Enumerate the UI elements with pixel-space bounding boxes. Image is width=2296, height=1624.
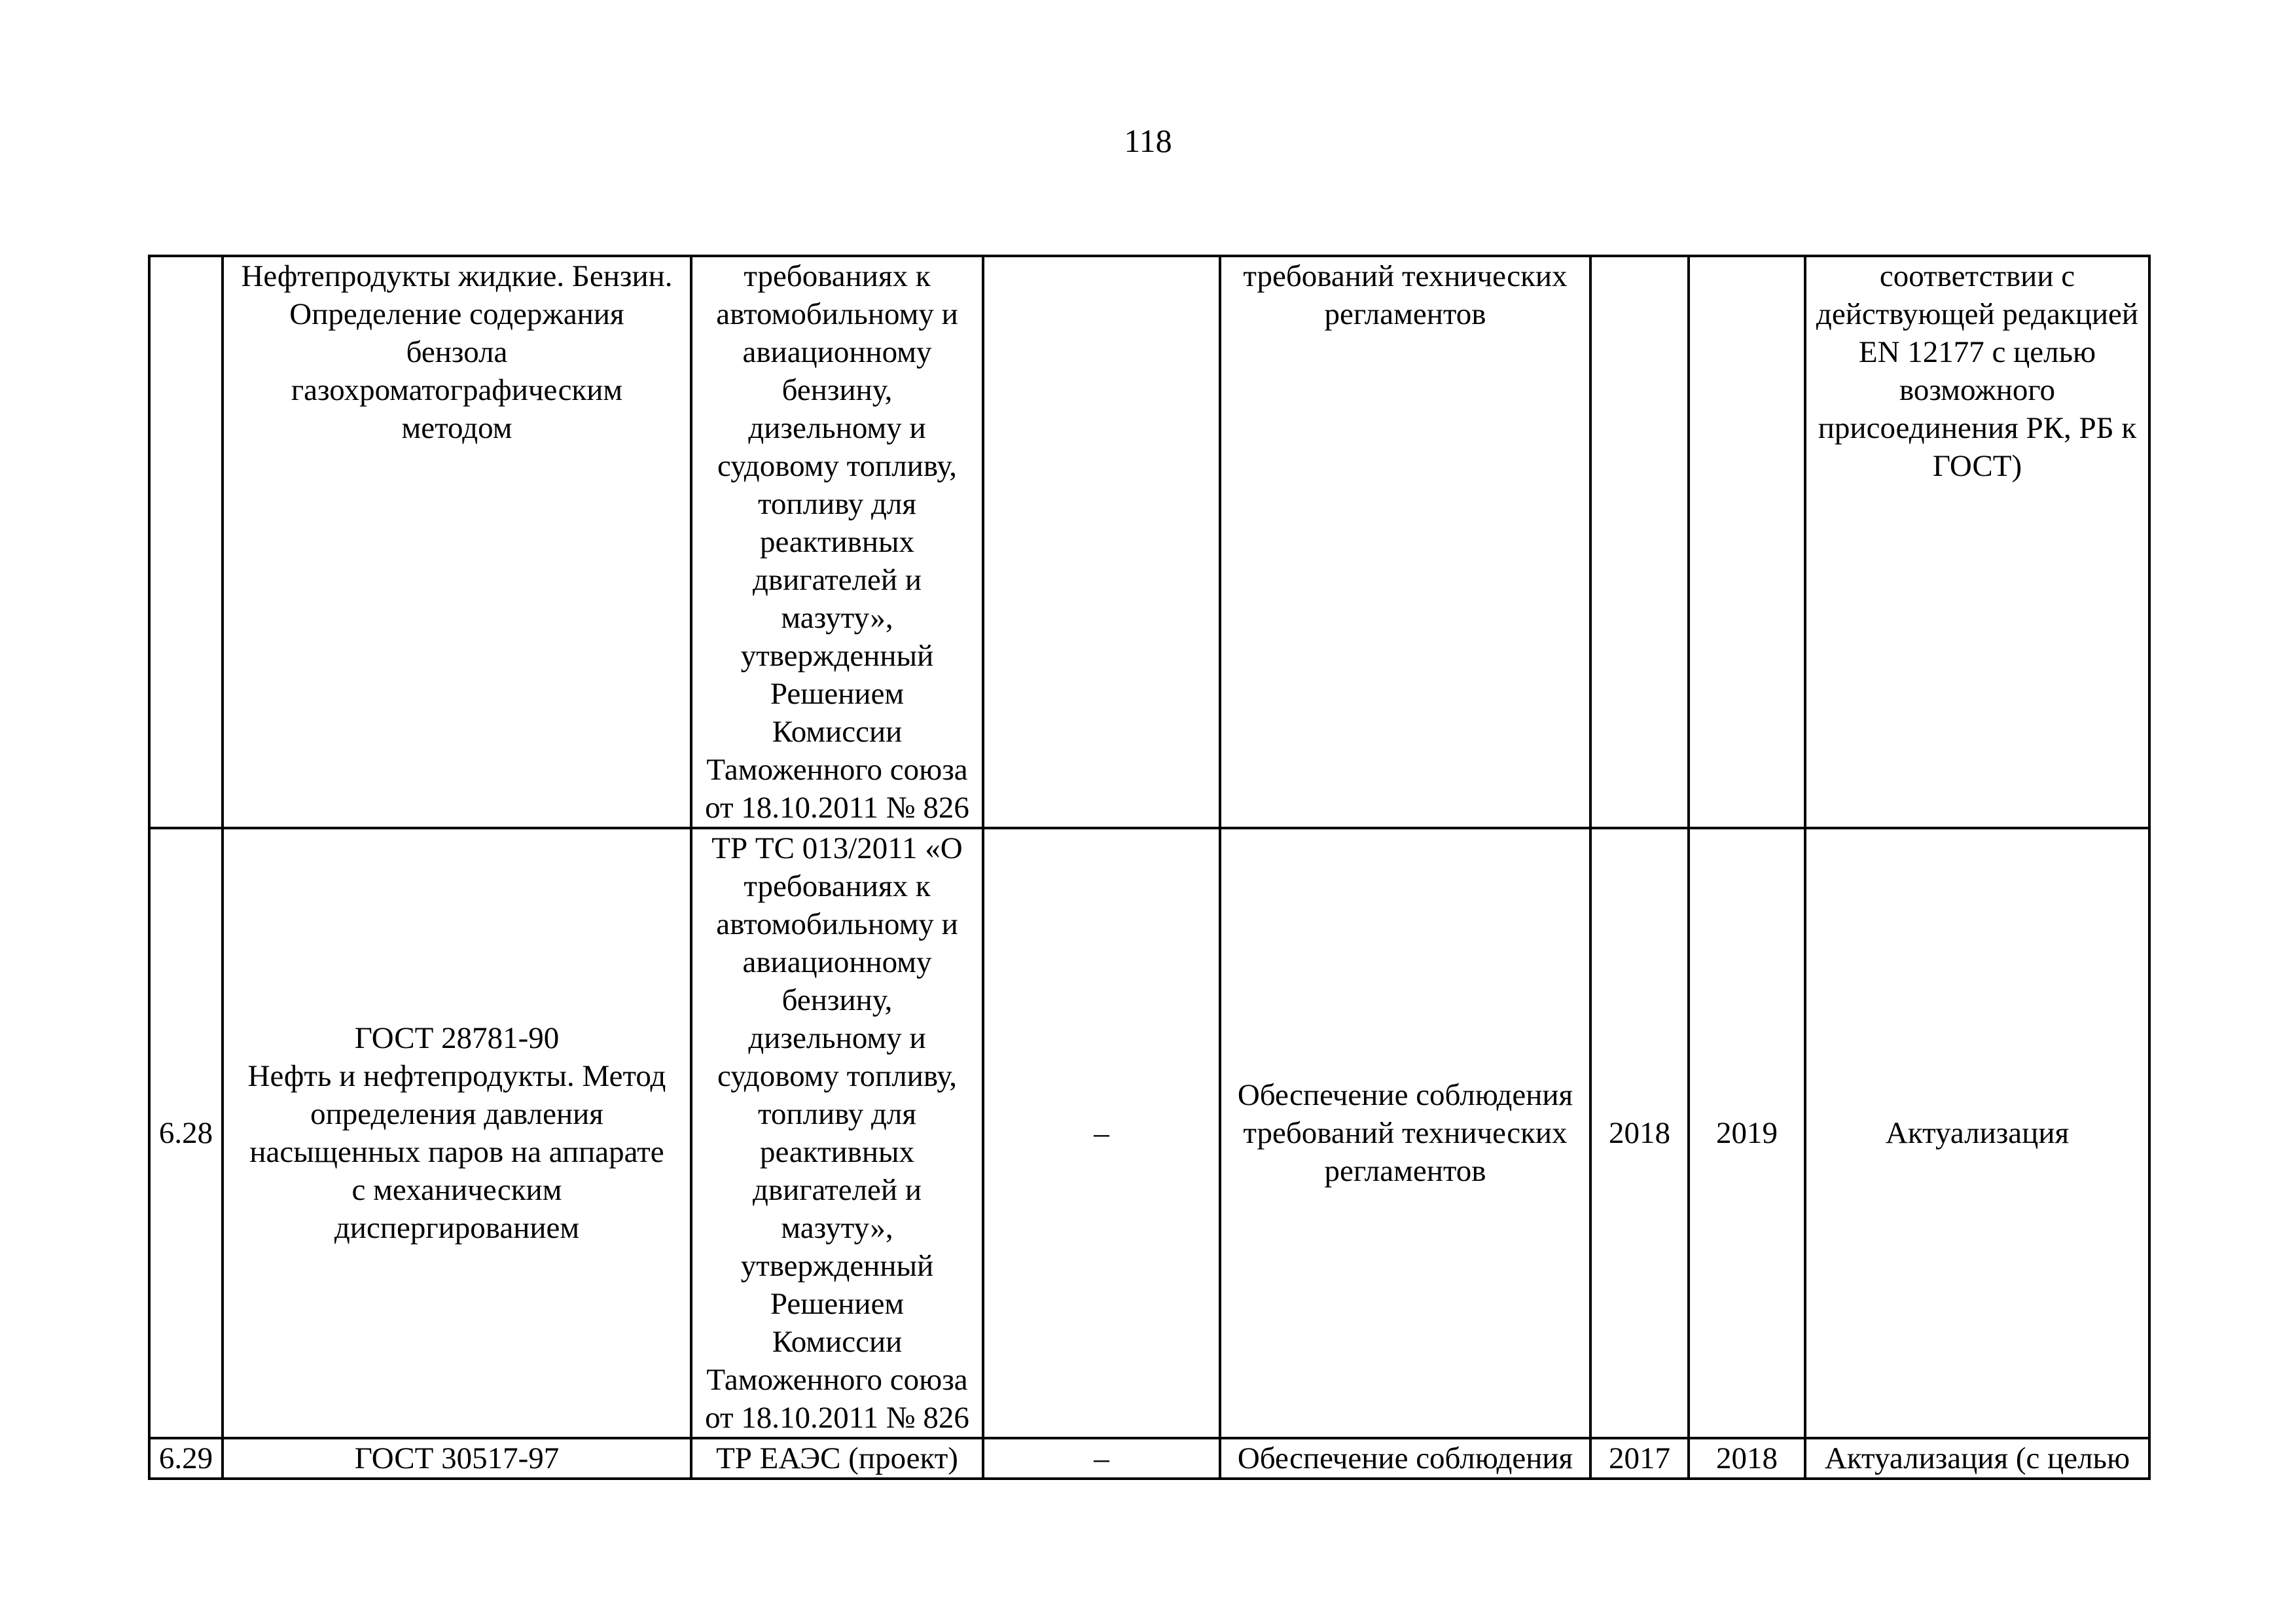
cell-start-year: 2018: [1590, 828, 1689, 1438]
cell-end-year: 2019: [1689, 828, 1805, 1438]
cell-purpose: Обеспечение соблюдения требований технических регламентов: [1220, 828, 1590, 1438]
cell-note: Актуализация: [1805, 828, 2149, 1438]
cell-regulation: требованиях к автомобильному и авиационному бензину, дизельному и судовому топливу, топливу для реактивных двигателей и мазуту», утвержденный Решением Комиссии Таможенного союза от 18.10.2011 № 826: [691, 256, 983, 828]
cell-dash: –: [983, 828, 1220, 1438]
cell-num: 6.28: [149, 828, 223, 1438]
cell-note: Актуализация (с целью: [1805, 1438, 2149, 1479]
table-row: [149, 256, 2149, 828]
cell-end-year: 2018: [1689, 1438, 1805, 1479]
cell-dash: [983, 256, 1220, 828]
cell-num: 6.29: [149, 1438, 223, 1479]
table-row: [149, 828, 2149, 1438]
cell-purpose: Обеспечение соблюдения: [1220, 1438, 1590, 1479]
cell-end-year: [1689, 256, 1805, 828]
cell-start-year: 2017: [1590, 1438, 1689, 1479]
cell-regulation: ТР ТС 013/2011 «О требованиях к автомобильному и авиационному бензину, дизельному и судовому топливу, топливу для реактивных двигателей и мазуту», утвержденный Решением Комиссии Таможенного союза от 18.10.2011 № 826: [691, 828, 983, 1438]
page-number: 118: [1124, 122, 1172, 159]
cell-purpose: требований технических регламентов: [1220, 256, 1590, 828]
cell-dash: –: [983, 1438, 1220, 1479]
table-row: [149, 1438, 2149, 1479]
cell-regulation: ТР ЕАЭС (проект): [691, 1438, 983, 1479]
cell-note: соответствии с действующей редакцией EN 12177 с целью возможного присоединения РК, РБ к ГОСТ): [1805, 256, 2149, 828]
standards-table: [148, 255, 2151, 1480]
cell-standard: Нефтепродукты жидкие. Бензин. Определение содержания бензола газохроматографическим методом: [223, 256, 691, 828]
cell-standard: ГОСТ 30517-97: [223, 1438, 691, 1479]
cell-standard: ГОСТ 28781-90 Нефть и нефтепродукты. Метод определения давления насыщенных паров на аппарате с механическим диспергированием: [223, 828, 691, 1438]
cell-start-year: [1590, 256, 1689, 828]
cell-num: [149, 256, 223, 828]
